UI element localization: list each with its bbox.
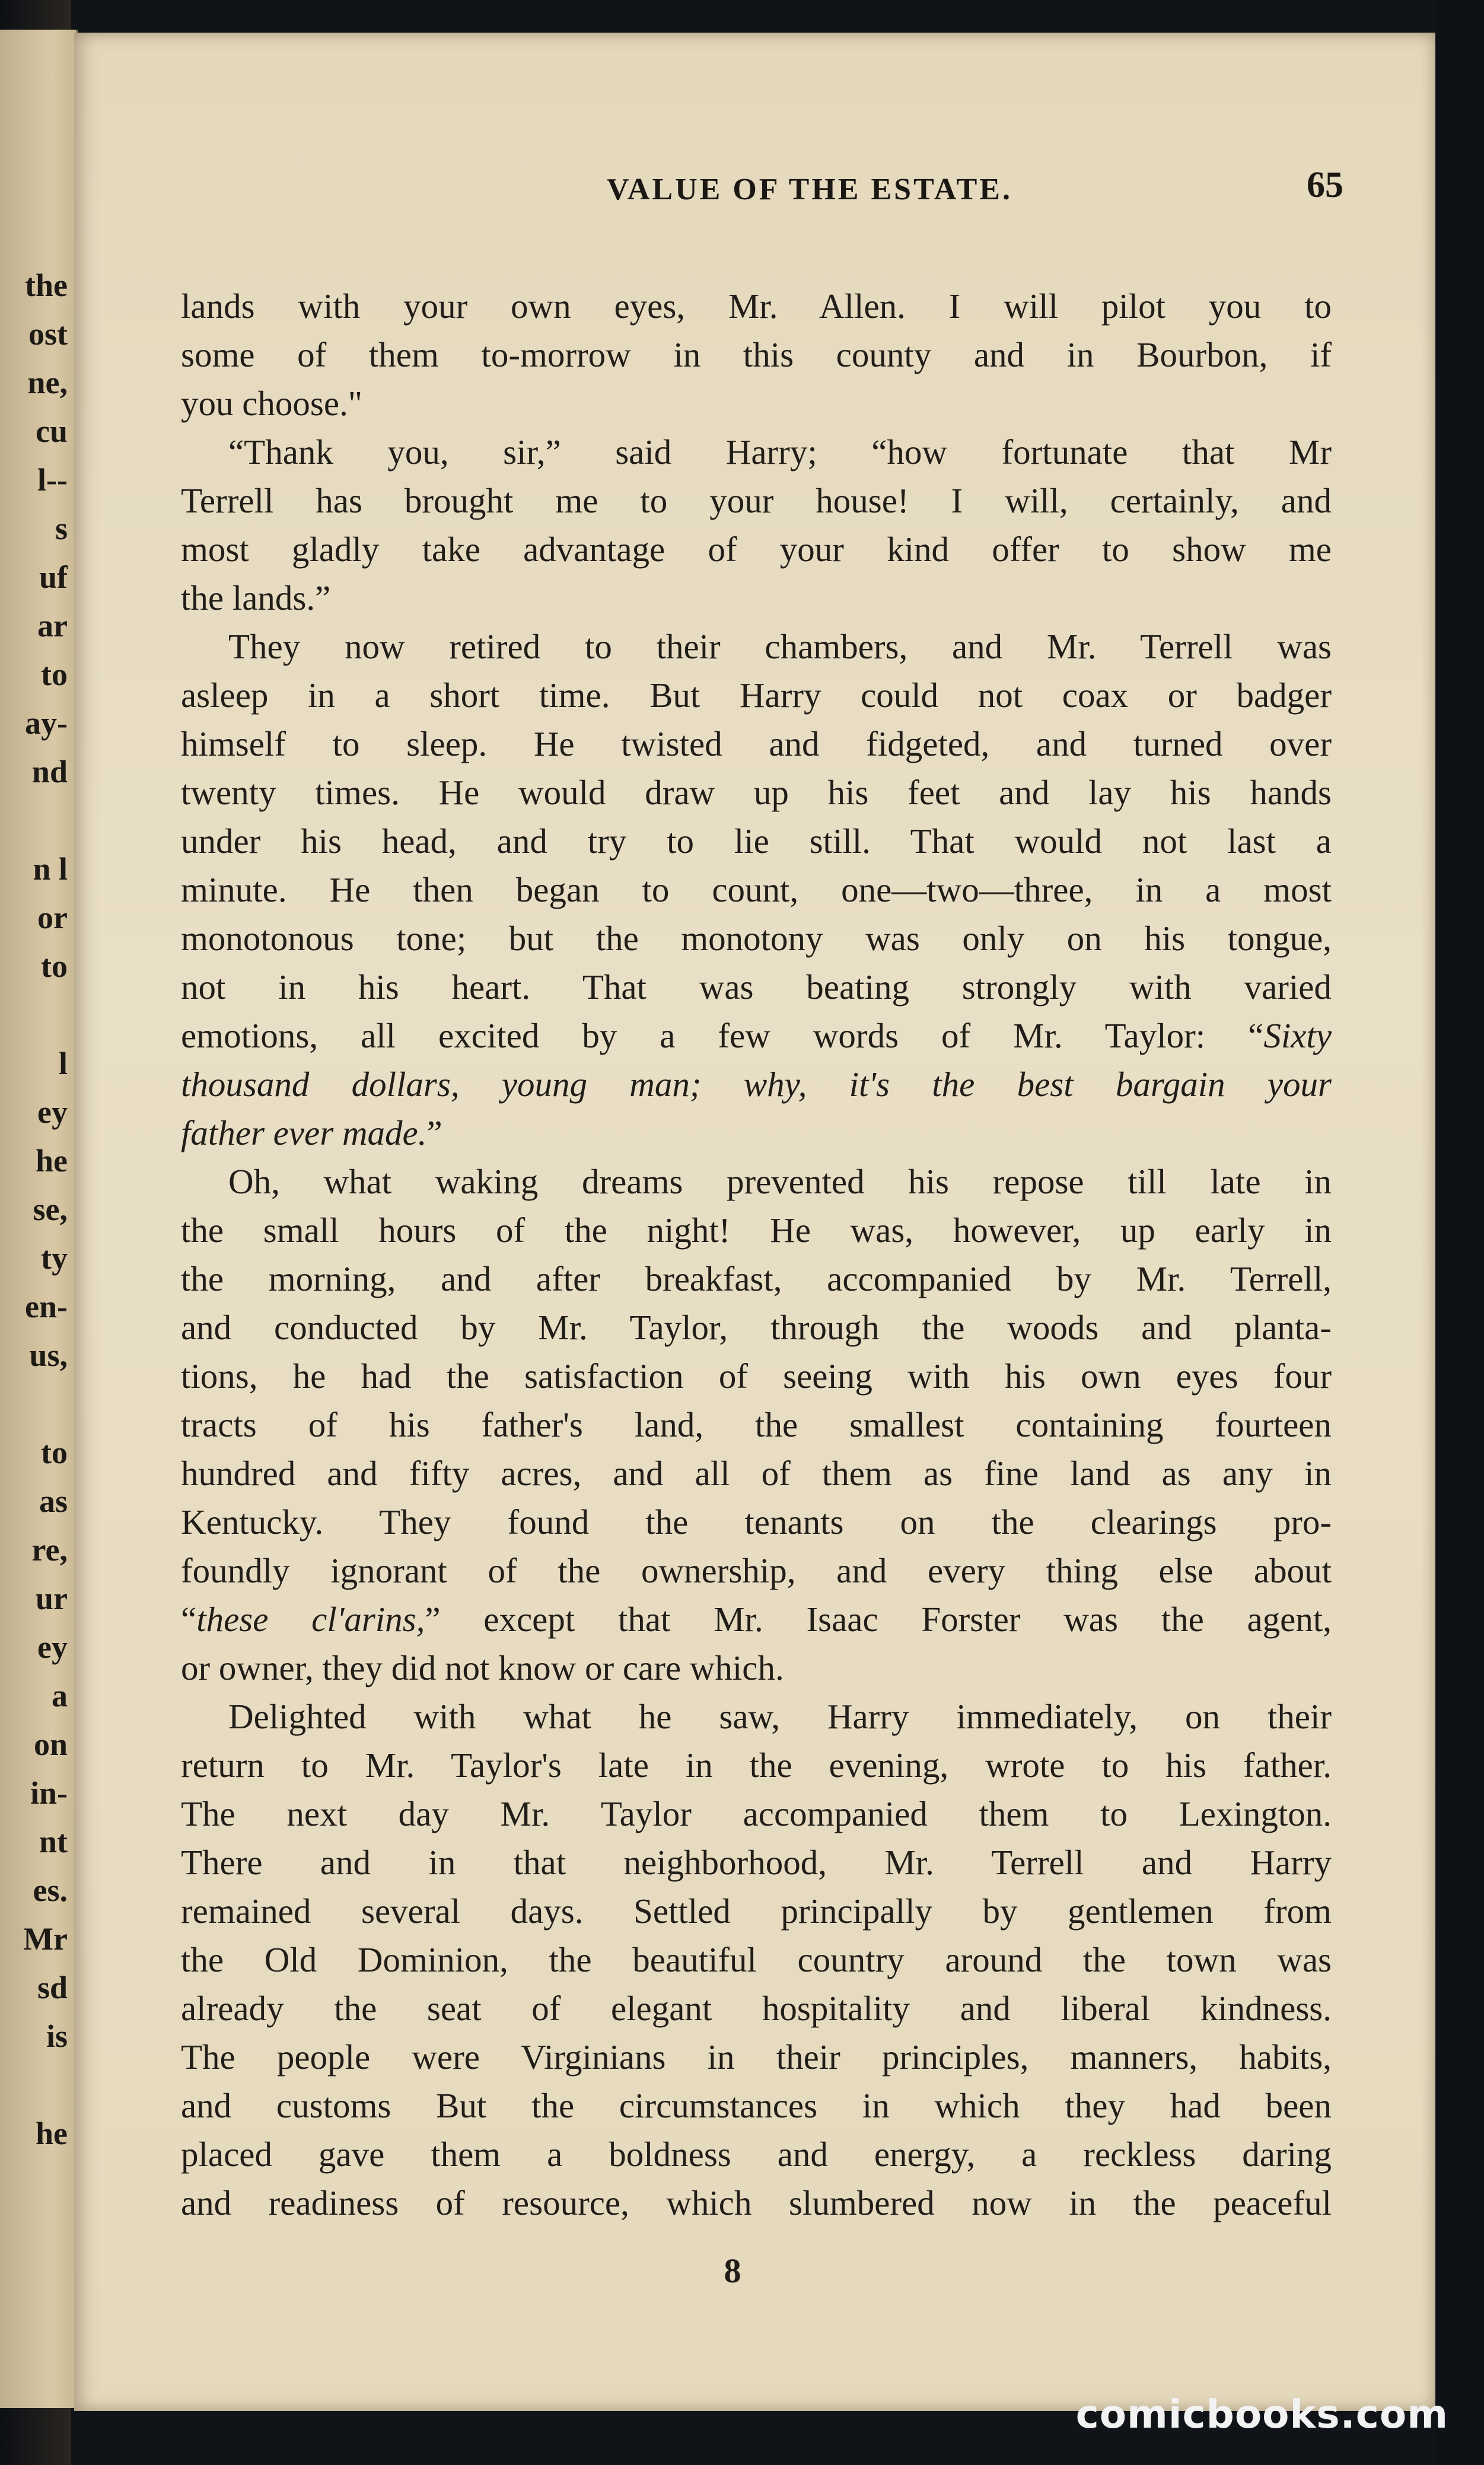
text-line [181, 1449, 1332, 1498]
text-run: the morning, and after breakfast, accompanied by Mr. Terrell, [181, 1259, 1332, 1298]
prev-page-fragment: is [46, 2018, 68, 2054]
text-run: asleep in a short time. But Harry could not coax or badger [181, 676, 1332, 715]
text-line [181, 1741, 1332, 1789]
text-run: already the seat of elegant hospitality and liberal kindness. [181, 1989, 1332, 2028]
text-line [181, 574, 1332, 622]
prev-page-fragment: s [55, 511, 68, 546]
text-line [181, 379, 1332, 428]
text-line [181, 1254, 1332, 1303]
text-run: ” except that Mr. Isaac Forster was the agent, [425, 1600, 1332, 1639]
prev-page-fragment: l [58, 1046, 68, 1081]
text-run: placed gave them a boldness and energy, a reckless daring [181, 2135, 1332, 2174]
text-line [181, 1011, 1332, 1060]
text-line [181, 428, 1332, 476]
text-line [181, 622, 1332, 671]
text-run: the small hours of the night! He was, however, up early in [181, 1211, 1332, 1250]
prev-page-fragment: l-- [37, 462, 68, 498]
text-run: Kentucky. They found the tenants on the clearings pro- [181, 1502, 1332, 1542]
text-line [181, 330, 1332, 379]
text-line [181, 1157, 1332, 1206]
prev-page-fragment: n l [33, 851, 68, 887]
text-run: Delighted with what he saw, Harry immediately, on their [228, 1697, 1332, 1736]
prev-page-fragment: to [41, 657, 68, 692]
prev-page-fragment: ar [37, 608, 68, 644]
text-run: under his head, and try to lie still. That would not last a [181, 821, 1332, 861]
prev-page-fragment: he [36, 1143, 68, 1179]
prev-page-fragment: in- [30, 1775, 68, 1811]
prev-page-fragment: as [39, 1483, 68, 1519]
prev-page-fragment: ne, [27, 365, 68, 400]
text-line [181, 1400, 1332, 1449]
text-run: tracts of his father's land, the smallest containing fourteen [181, 1405, 1332, 1444]
text-run: not in his heart. That was beating strongly with varied [181, 967, 1332, 1007]
prev-page-fragment: es. [33, 1872, 68, 1908]
text-line [181, 719, 1332, 768]
prev-page-fragment: the [25, 267, 68, 303]
text-run: ” [426, 1113, 442, 1152]
italic-run: these cl'arins, [196, 1600, 425, 1639]
text-run: and readiness of resource, which slumbered now in the peaceful [181, 2183, 1332, 2222]
text-line [181, 1935, 1332, 1984]
text-line [181, 817, 1332, 865]
text-run: They now retired to their chambers, and Mr. Terrell was [228, 627, 1332, 666]
text-run: Oh, what waking dreams prevented his repose till late in [228, 1162, 1332, 1201]
prev-page-fragment: or [37, 900, 68, 935]
text-run: emotions, all excited by a few words of Mr. Taylor: “ [181, 1016, 1264, 1055]
text-line [181, 963, 1332, 1011]
text-run: minute. He then began to count, one—two—three, in a most [181, 870, 1332, 909]
text-line [181, 914, 1332, 963]
page-number: 65 [1307, 165, 1343, 205]
prev-page-fragment: on [33, 1727, 68, 1762]
prev-page-fragment: ey [37, 1094, 68, 1130]
prev-page-fragment: se, [33, 1192, 68, 1227]
text-line [181, 1060, 1332, 1109]
text-run: lands with your own eyes, Mr. Allen. I will pilot you to [181, 286, 1332, 326]
text-line [181, 2081, 1332, 2130]
prev-page-fragment: us, [29, 1337, 68, 1373]
text-line [181, 1789, 1332, 1838]
text-run: you choose." [181, 384, 362, 423]
text-line [181, 1595, 1332, 1644]
prev-page-fragment: a [52, 1678, 68, 1714]
text-line [181, 1887, 1332, 1935]
text-line [181, 768, 1332, 817]
text-line [181, 1352, 1332, 1400]
prev-page-fragment: Mr [23, 1921, 68, 1957]
text-run: and conducted by Mr. Taylor, through the woods and planta- [181, 1308, 1332, 1347]
text-run: return to Mr. Taylor's late in the evening, wrote to his father. [181, 1746, 1332, 1785]
text-run: Terrell has brought me to your house! I will, certainly, and [181, 481, 1332, 520]
text-run: “ [181, 1600, 197, 1639]
prev-page-fragment: cu [36, 413, 68, 449]
prev-page-fragment: ey [37, 1629, 68, 1665]
text-run: hundred and fifty acres, and all of them as fine land as any in [181, 1454, 1332, 1493]
text-run: The next day Mr. Taylor accompanied them to Lexington. [181, 1794, 1332, 1833]
text-run: The people were Virginians in their principles, manners, habits, [181, 2037, 1332, 2077]
text-run: himself to sleep. He twisted and fidgeted, and turned over [181, 724, 1332, 763]
text-line [181, 525, 1332, 574]
text-run: the lands.” [181, 578, 331, 617]
prev-page-fragment: ay- [25, 705, 68, 741]
text-line [181, 1303, 1332, 1352]
prev-page-fragment: ur [36, 1581, 68, 1616]
text-run: and customs But the circumstances in which they had been [181, 2086, 1332, 2125]
text-run: “Thank you, sir,” said Harry; “how fortunate that Mr [228, 432, 1332, 472]
text-run: foundly ignorant of the ownership, and every thing else about [181, 1551, 1332, 1590]
text-line [181, 1498, 1332, 1546]
prev-page-fragment: uf [39, 559, 68, 595]
prev-page-fragment: nt [39, 1824, 68, 1859]
text-run: tions, he had the satisfaction of seeing with his own eyes four [181, 1356, 1332, 1396]
prev-page-fragment: ost [28, 316, 68, 352]
text-line [181, 2179, 1332, 2227]
text-line [181, 1546, 1332, 1595]
prev-page-fragment: nd [31, 754, 68, 789]
text-line [181, 2130, 1332, 2179]
body-text [181, 282, 1332, 2227]
text-run: There and in that neighborhood, Mr. Terrell and Harry [181, 1843, 1332, 1882]
prev-page-fragment: ty [41, 1240, 68, 1276]
text-run: the Old Dominion, the beautiful country around the town was [181, 1940, 1332, 1979]
text-run: remained several days. Settled principally by gentlemen from [181, 1891, 1332, 1931]
text-line [181, 1109, 1332, 1157]
text-run: or owner, they did not know or care which. [181, 1648, 784, 1687]
text-run: some of them to-morrow in this county and in Bourbon, if [181, 335, 1332, 374]
text-line [181, 1692, 1332, 1741]
text-line [181, 1644, 1332, 1692]
text-line [181, 865, 1332, 914]
prev-page-fragment: to [41, 1435, 68, 1470]
running-head: VALUE OF THE ESTATE. [607, 173, 1012, 206]
text-run: monotonous tone; but the monotony was only on his tongue, [181, 919, 1332, 958]
text-run: most gladly take advantage of your kind offer to show me [181, 530, 1332, 569]
italic-run: Sixty [1263, 1016, 1332, 1055]
text-line [181, 282, 1332, 330]
italic-run: father ever made. [181, 1113, 427, 1152]
text-line [181, 1206, 1332, 1254]
text-line [181, 1838, 1332, 1887]
watermark: comicbooks.com [1075, 2391, 1448, 2437]
prev-page-fragment: he [36, 2116, 68, 2151]
text-line [181, 1984, 1332, 2033]
italic-run: thousand dollars, young man; why, it's the best bargain your [181, 1065, 1332, 1104]
signature-mark: 8 [724, 2251, 741, 2290]
prev-page-fragment: sd [37, 1970, 68, 2005]
book-page [74, 33, 1435, 2411]
backdrop-right [1435, 0, 1484, 2465]
previous-page-edge [0, 30, 78, 2408]
text-run: twenty times. He would draw up his feet and lay his hands [181, 773, 1332, 812]
prev-page-fragment: to [41, 948, 68, 984]
text-line [181, 671, 1332, 719]
prev-page-fragment: re, [31, 1532, 68, 1568]
text-line [181, 2033, 1332, 2081]
text-line [181, 476, 1332, 525]
prev-page-fragment: en- [25, 1289, 68, 1324]
